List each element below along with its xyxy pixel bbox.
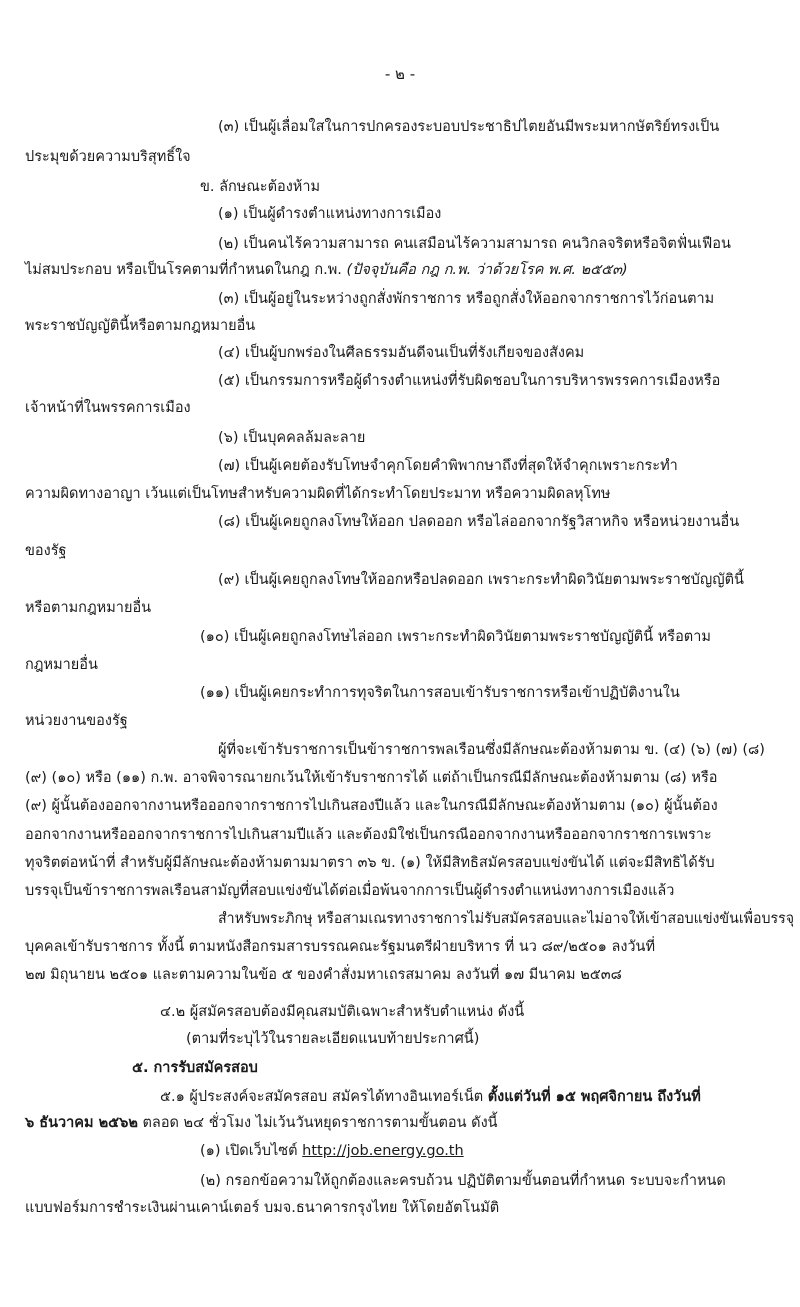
text-line: กฎหมายอื่น (25, 657, 98, 673)
text-line: บรรจุเป็นข้าราชการพลเรือนสามัญที่สอบแข่งขันได้ต่อเมื่อพ้นจากการเป็นผู้ดำรงตำแหน่งทางการเมืองแล้ว (25, 883, 675, 899)
text-line: (๖) เป็นบุคคลล้มละลาย (218, 430, 366, 446)
text-line: (๒) เป็นคนไร้ความสามารถ คนเสมือนไร้ความสามารถ คนวิกลจริตหรือจิตฟั่นเฟือน (218, 236, 731, 252)
italic-note: (ปัจจุบันคือ กฎ ก.พ. ว่าด้วยโรค พ.ศ. ๒๕๕๓) (346, 262, 628, 278)
text-line: (๓) เป็นผู้เลื่อมใสในการปกครองระบอบประชาธิปไตยอันมีพระมหากษัตริย์ทรงเป็น (218, 119, 720, 135)
text-span: ไม่สมประกอบ หรือเป็นโรคตามที่กำหนดในกฎ ก.พ. (25, 262, 347, 278)
text-line: ความผิดทางอาญา เว้นแต่เป็นโทษสำหรับความผิดที่ได้กระทำโดยประมาท หรือความผิดลหุโทษ (25, 486, 611, 502)
text-line: ออกจากงานหรือออกจากราชการไปเกินสามปีแล้ว และต้องมิใช่เป็นกรณีออกจากงานหรือออกจากราชการเพราะ (25, 827, 712, 843)
text-line: หน่วยงานของรัฐ (25, 713, 128, 729)
text-line: (ตามที่ระบุไว้ในรายละเอียดแนบท้ายประกาศนี้) (186, 1031, 480, 1047)
text-line (25, 1113, 498, 1133)
text-line: เจ้าหน้าที่ในพรรคการเมือง (25, 400, 191, 416)
text-line: (๙) เป็นผู้เคยถูกลงโทษให้ออกหรือปลดออก เพราะกระทำผิดวินัยตามพระราชบัญญัตินี้ (218, 572, 744, 588)
bold-text: ๖ ธันวาคม ๒๕๖๒ (25, 1115, 138, 1131)
page-number: - ๒ - (384, 65, 416, 83)
text-line: (๒) กรอกข้อความให้ถูกต้องและครบถ้วน ปฏิบัติตามขั้นตอนที่กำหนด ระบบจะกำหนด (200, 1173, 726, 1189)
website-link[interactable]: http://job.energy.go.th (302, 1143, 464, 1159)
text-line: (๔) เป็นผู้บกพร่องในศีลธรรมอันดีจนเป็นที่รังเกียจของสังคม (218, 345, 585, 361)
text-line: (๗) เป็นผู้เคยต้องรับโทษจำคุกโดยคำพิพากษาถึงที่สุดให้จำคุกเพราะกระทำ (218, 458, 678, 474)
text-line: ทุจริตต่อหน้าที่ สำหรับผู้มีลักษณะต้องห้ามตามมาตรา ๓๖ ข. (๑) ให้มีสิทธิสมัครสอบแข่งขันได้ แต่จะมีสิทธิได้รับ (25, 855, 715, 871)
text-line: (๑๐) เป็นผู้เคยถูกลงโทษไล่ออก เพราะกระทำผิดวินัยตามพระราชบัญญัตินี้ หรือตาม (200, 629, 711, 645)
text-line: (๙) ผู้นั้นต้องออกจากงานหรือออกจากราชการไปเกินสองปีแล้ว และในกรณีมีลักษณะต้องห้ามตาม (๑๐) ผู้นั้นต้อง (25, 798, 718, 814)
text-line: ๒๗ มิถุนายน ๒๕๐๑ และตามความในข้อ ๕ ของคำสั่งมหาเถรสมาคม ลงวันที่ ๑๗ มีนาคม ๒๕๓๘ (25, 967, 622, 983)
text-line: บุคคลเข้ารับราชการ ทั้งนี้ ตามหนังสือกรมสารบรรณคณะรัฐมนตรีฝ่ายบริหาร ที่ นว ๘๙/๒๕๐๑ ลงวันที่ (25, 939, 656, 955)
text-line: ของรัฐ (25, 543, 67, 559)
text-line: (๘) เป็นผู้เคยถูกลงโทษให้ออก ปลดออก หรือไล่ออกจากรัฐวิสาหกิจ หรือหน่วยงานอื่น (218, 514, 740, 530)
text-line: (๑) เป็นผู้ดำรงตำแหน่งทางการเมือง (218, 206, 442, 222)
text-line (25, 260, 628, 280)
text-line (160, 1087, 701, 1107)
text-line (200, 1141, 464, 1161)
text-line: ผู้ที่จะเข้ารับราชการเป็นข้าราชการพลเรือนซึ่งมีลักษณะต้องห้ามตาม ข. (๔) (๖) (๗) (๘) (218, 742, 765, 758)
text-line: (๑๑) เป็นผู้เคยกระทำการทุจริตในการสอบเข้ารับราชการหรือเข้าปฏิบัติงานใน (200, 685, 680, 701)
text-line: (๕) เป็นกรรมการหรือผู้ดำรงตำแหน่งที่รับผิดชอบในการบริหารพรรคการเมืองหรือ (218, 373, 721, 389)
section-heading: ข. ลักษณะต้องห้าม (200, 179, 321, 195)
text-span: ๕.๑ ผู้ประสงค์จะสมัครสอบ สมัครได้ทางอินเทอร์เน็ต (160, 1089, 488, 1105)
text-line: ประมุขด้วยความบริสุทธิ์ใจ (25, 149, 191, 165)
text-line: ๔.๒ ผู้สมัครสอบต้องมีคุณสมบัติเฉพาะสำหรับตำแหน่ง ดังนี้ (160, 1004, 525, 1020)
text-line: (๓) เป็นผู้อยู่ในระหว่างถูกสั่งพักราชการ หรือถูกสั่งให้ออกจากราชการไว้ก่อนตาม (218, 291, 715, 307)
text-line: (๙) (๑๐) หรือ (๑๑) ก.พ. อาจพิจารณายกเว้นให้เข้ารับราชการได้ แต่ถ้าเป็นกรณีมีลักษณะต้องห้ามตาม (๘) หรือ (25, 770, 718, 786)
text-span: ตลอด ๒๔ ชั่วโมง ไม่เว้นวันหยุดราชการตามขั้นตอน ดังนี้ (137, 1115, 498, 1131)
text-line: หรือตามกฎหมายอื่น (25, 600, 152, 616)
text-line: แบบฟอร์มการชำระเงินผ่านเคาน์เตอร์ บมจ.ธนาคารกรุงไทย ให้โดยอัตโนมัติ (25, 1200, 500, 1216)
text-span: (๑) เปิดเว็บไซต์ (200, 1143, 303, 1159)
section-heading: ๕. การรับสมัครสอบ (132, 1060, 258, 1076)
bold-text: ตั้งแต่วันที่ ๑๕ พฤศจิกายน ถึงวันที่ (487, 1089, 701, 1105)
text-line: พระราชบัญญัตินี้หรือตามกฎหมายอื่น (25, 318, 256, 334)
text-line: สำหรับพระภิกษุ หรือสามเณรทางราชการไม่รับสมัครสอบและไม่อาจให้เข้าสอบแข่งขันเพื่อบรรจุ (218, 911, 795, 927)
